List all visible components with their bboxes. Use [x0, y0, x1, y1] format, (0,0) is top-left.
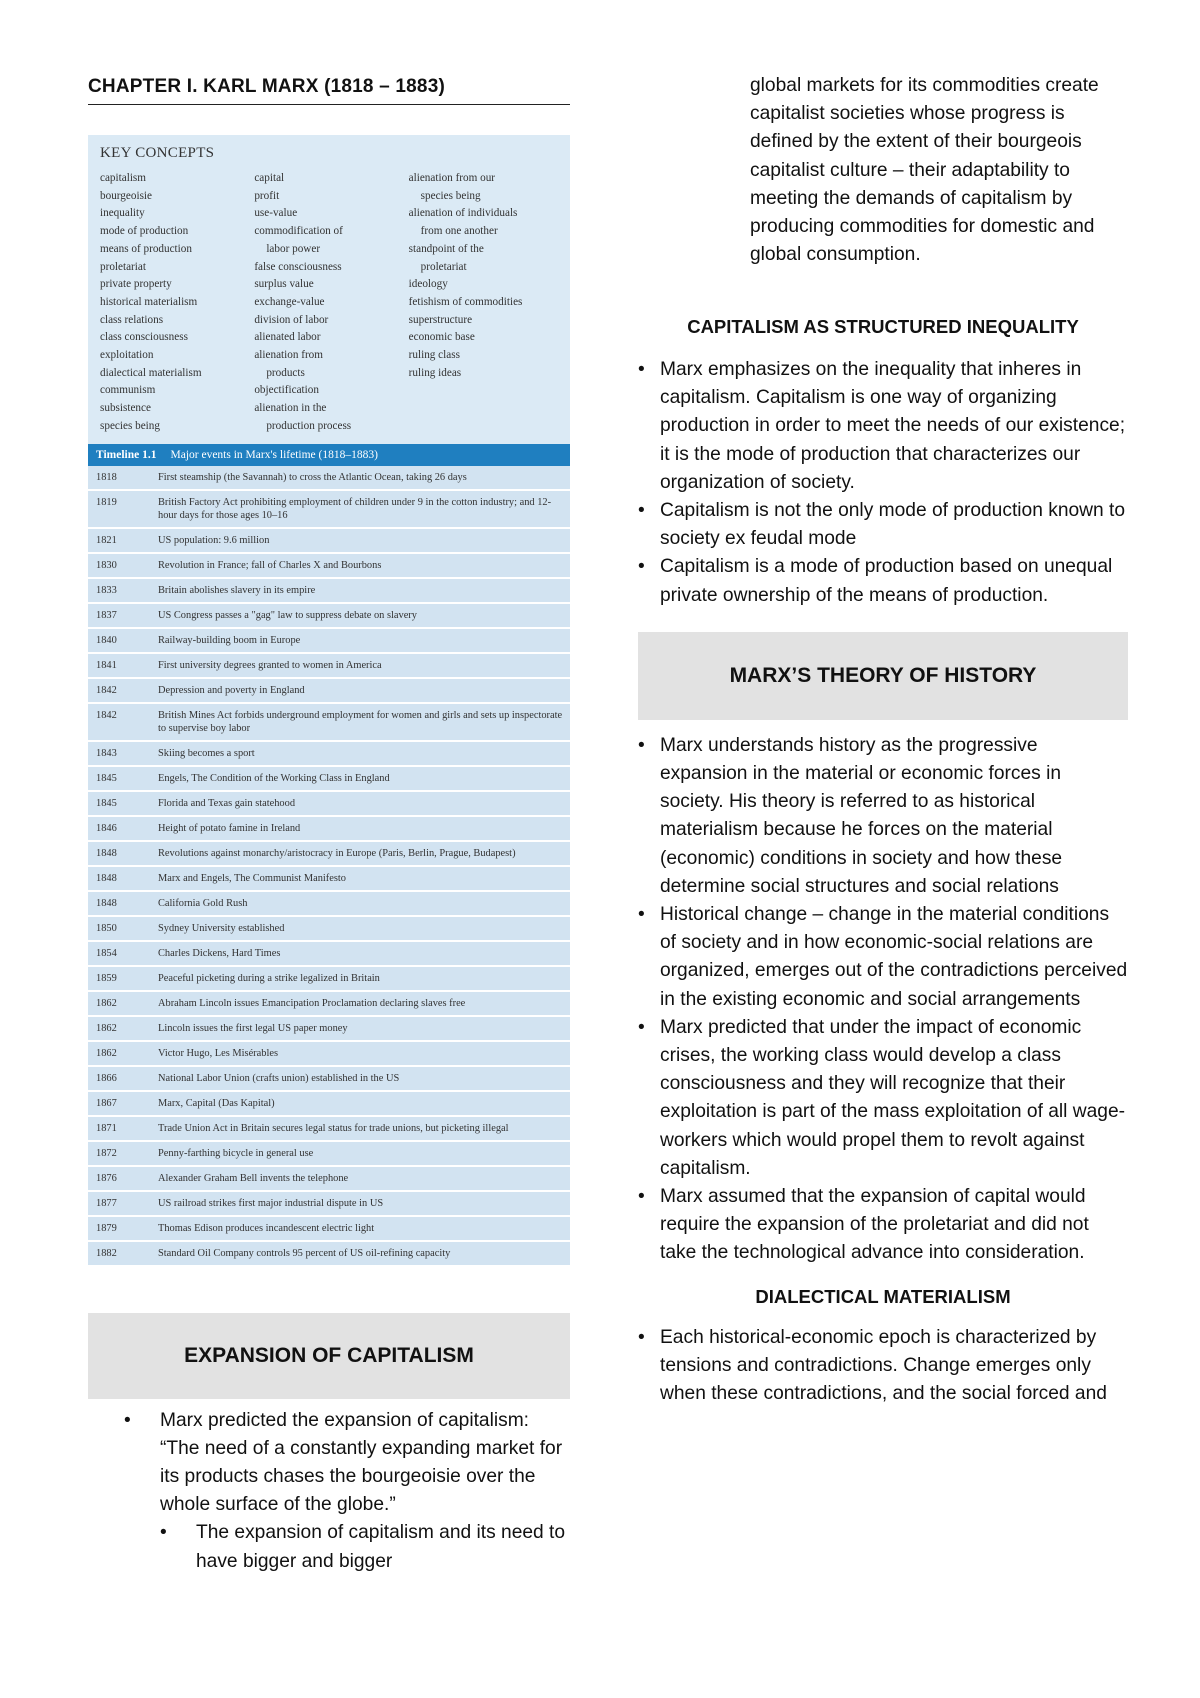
timeline-event: Marx and Engels, The Communist Manifesto — [158, 872, 346, 884]
timeline-event: US population: 9.6 million — [158, 534, 270, 546]
table-row — [88, 917, 570, 942]
timeline-event: Sydney University established — [158, 922, 285, 934]
key-concept-item: capitalism — [100, 172, 146, 184]
history-heading-box — [638, 632, 1128, 720]
key-concept-item: species being — [100, 419, 160, 432]
timeline-event: Abraham Lincoln issues Emancipation Proclamation declaring slaves free — [158, 997, 466, 1009]
inequality-heading: CAPITALISM AS STRUCTURED INEQUALITY — [687, 316, 1079, 337]
timeline-year: 1850 — [96, 922, 117, 934]
timeline-year: 1867 — [96, 1097, 117, 1109]
table-row — [88, 867, 570, 892]
dialectical-heading: DIALECTICAL MATERIALISM — [755, 1285, 1011, 1307]
key-concept-item: ruling ideas — [408, 366, 462, 379]
inequality-list — [638, 356, 1128, 610]
bullet-icon: • — [638, 1186, 645, 1208]
key-concept-item: communism — [100, 384, 156, 397]
timeline-event: Alexander Graham Bell invents the telephone — [158, 1172, 349, 1184]
key-concept-item: exchange-value — [254, 295, 325, 308]
key-concept-item: division of labor — [254, 313, 329, 326]
key-concept-item: inequality — [100, 207, 145, 220]
timeline-event: First steamship (the Savannah) to cross the Atlantic Ocean, taking 26 days — [158, 471, 467, 483]
bullet-icon: • — [124, 1409, 131, 1431]
timeline-title: Major events in Marx's lifetime (1818–1883) — [170, 448, 378, 461]
table-row — [88, 767, 570, 792]
table-row — [88, 817, 570, 842]
timeline-event: Penny-farthing bicycle in general use — [158, 1147, 314, 1159]
timeline-year: 1859 — [96, 972, 117, 984]
table-row — [88, 1192, 570, 1217]
table-row — [88, 1142, 570, 1167]
list-item — [638, 553, 1128, 609]
timeline-year: 1848 — [96, 897, 117, 909]
key-concept-item: alienation from — [254, 349, 323, 362]
key-concept-item: class consciousness — [100, 331, 188, 344]
key-concepts-column-2 — [254, 170, 408, 436]
timeline-year: 1833 — [96, 584, 117, 596]
key-concept-item: surplus value — [254, 278, 314, 291]
bullet-text: Each historical-economic epoch is characterized by tensions and contradictions. Change emerges only when these contradictions, and the social forced and — [660, 1326, 1107, 1405]
expansion-bullet-text: Marx predicted the expansion of capitalism: “The need of a constantly expanding market for its products chases the bourgeoisie over the whole surface of the globe.” — [160, 1409, 563, 1516]
key-concept-item: commodification of — [254, 225, 343, 238]
key-concepts-box — [88, 135, 570, 444]
timeline-year: 1830 — [96, 559, 117, 571]
timeline-table — [88, 444, 570, 1267]
table-row — [88, 992, 570, 1017]
list-item — [638, 1014, 1128, 1183]
bullet-text: Marx understands history as the progressive expansion in the material or economic forces in society. His theory is referred to as historical materialism because he forces on the material (economic) conditions in society and how these determine social structures and social relations — [660, 734, 1063, 897]
key-concept-item: means of production — [100, 242, 192, 255]
timeline-year: 1842 — [96, 709, 117, 721]
timeline-event: National Labor Union (crafts union) established in the US — [158, 1072, 400, 1084]
key-concept-item: production process — [266, 419, 352, 432]
list-item — [638, 497, 1128, 553]
timeline-year: 1854 — [96, 947, 117, 959]
list-item — [88, 1519, 570, 1575]
timeline-event: Railway-building boom in Europe — [158, 634, 301, 646]
table-row — [88, 529, 570, 554]
key-concept-item: labor power — [266, 242, 321, 255]
table-row — [88, 792, 570, 817]
timeline-event: First university degrees granted to women in America — [158, 659, 382, 671]
timeline-year: 1877 — [96, 1197, 117, 1209]
bullet-icon: • — [638, 500, 645, 522]
timeline-event: California Gold Rush — [158, 897, 248, 909]
bullet-icon: • — [638, 904, 645, 926]
list-item — [638, 901, 1128, 1014]
timeline-year: 1876 — [96, 1172, 117, 1184]
key-concept-item: products — [266, 366, 305, 379]
timeline-body — [88, 466, 570, 1267]
timeline-year: 1862 — [96, 1047, 117, 1059]
table-row — [88, 842, 570, 867]
key-concept-item: proletariat — [420, 260, 467, 273]
timeline-event: Peaceful picketing during a strike legalized in Britain — [158, 972, 380, 984]
timeline-event: Trade Union Act in Britain secures legal status for trade unions, but picketing illegal — [158, 1122, 509, 1134]
table-row — [88, 679, 570, 704]
table-row — [88, 604, 570, 629]
timeline-event: Standard Oil Company controls 95 percent of US oil-refining capacity — [158, 1247, 451, 1259]
timeline-event: Britain abolishes slavery in its empire — [158, 584, 316, 596]
key-concept-item: private property — [100, 278, 172, 291]
timeline-event: Engels, The Condition of the Working Class in England — [158, 772, 390, 784]
timeline-year: 1843 — [96, 747, 117, 759]
table-row — [88, 466, 570, 491]
key-concept-item: alienated labor — [254, 331, 321, 344]
key-concept-item: historical materialism — [100, 295, 198, 308]
key-concept-item: superstructure — [408, 313, 473, 326]
timeline-event: Revolutions against monarchy/aristocracy in Europe (Paris, Berlin, Prague, Budapest) — [158, 847, 516, 859]
timeline-year: 1845 — [96, 797, 117, 809]
timeline-year: 1837 — [96, 609, 117, 621]
key-concept-item: alienation of individuals — [408, 207, 518, 220]
key-concept-item: objectification — [254, 384, 319, 397]
table-row — [88, 491, 570, 529]
table-row — [88, 579, 570, 604]
key-concept-item: bourgeoisie — [100, 189, 152, 202]
timeline-year: 1846 — [96, 822, 117, 834]
timeline-event: Charles Dickens, Hard Times — [158, 947, 281, 959]
table-row — [88, 1167, 570, 1192]
bullet-text: Marx predicted that under the impact of economic crises, the working class would develop a class consciousness and they will recognize that their exploitation is part of the mass exploitation of all wage-workers which would propel them to revolt against capitalism. — [660, 1016, 1126, 1179]
table-row — [88, 629, 570, 654]
key-concepts-column-1 — [100, 170, 254, 436]
timeline-year: 1841 — [96, 659, 117, 671]
key-concept-item: false consciousness — [254, 260, 342, 273]
key-concept-item: use-value — [254, 207, 298, 220]
dialectical-list — [638, 1324, 1128, 1409]
table-row — [88, 892, 570, 917]
expansion-list — [88, 1407, 570, 1576]
bullet-icon: • — [160, 1522, 167, 1544]
key-concept-item: mode of production — [100, 225, 189, 238]
list-item — [638, 356, 1128, 497]
timeline-year: 1848 — [96, 872, 117, 884]
timeline-event: Lincoln issues the first legal US paper money — [158, 1022, 348, 1034]
bullet-icon: • — [638, 556, 645, 578]
key-concept-item: dialectical materialism — [100, 366, 202, 379]
table-row — [88, 967, 570, 992]
inequality-section — [638, 316, 1128, 1408]
table-row — [88, 1117, 570, 1142]
bullet-text: Capitalism is a mode of production based on unequal private ownership of the means of production. — [660, 556, 1113, 606]
timeline-event: Height of potato famine in Ireland — [158, 822, 301, 834]
bullet-icon: • — [638, 1326, 645, 1348]
list-item — [638, 732, 1128, 901]
expansion-sub-bullet-text: The expansion of capitalism and its need to have bigger and bigger — [196, 1522, 566, 1572]
timeline-year: 1845 — [96, 772, 117, 784]
key-concept-item: ruling class — [408, 349, 460, 362]
bullet-text: Marx emphasizes on the inequality that inheres in capitalism. Capitalism is one way of organizing production in order to meet the needs of our existence; it is the mode of production that characterizes our organization of society. — [660, 359, 1126, 493]
timeline-event: Depression and poverty in England — [158, 684, 305, 696]
table-row — [88, 654, 570, 679]
timeline-year: 1872 — [96, 1147, 117, 1159]
timeline-year: 1818 — [96, 471, 117, 483]
timeline-header — [88, 444, 570, 466]
timeline-year: 1871 — [96, 1122, 117, 1134]
table-row — [88, 942, 570, 967]
timeline-event: Marx, Capital (Das Kapital) — [158, 1097, 275, 1109]
key-concepts-grid — [100, 170, 558, 436]
key-concept-item: fetishism of commodities — [408, 295, 523, 308]
history-list — [638, 732, 1128, 1268]
timeline-year: 1821 — [96, 534, 117, 546]
timeline-event: Revolution in France; fall of Charles X and Bourbons — [158, 559, 382, 571]
timeline-year: 1840 — [96, 634, 117, 646]
bullet-icon: • — [638, 1016, 645, 1038]
bullet-text: Capitalism is not the only mode of production known to society ex feudal mode — [660, 500, 1126, 550]
timeline-year: 1879 — [96, 1222, 117, 1234]
left-column — [88, 68, 570, 1576]
key-concept-item: class relations — [100, 313, 164, 326]
key-concept-item: alienation in the — [254, 402, 327, 415]
key-concept-item: proletariat — [100, 260, 146, 273]
key-concepts-title: KEY CONCEPTS — [100, 145, 215, 161]
timeline-year: 1882 — [96, 1247, 117, 1259]
timeline-event: Skiing becomes a sport — [158, 747, 255, 759]
key-concept-item: capital — [254, 172, 285, 184]
timeline-label: Timeline 1.1 — [96, 448, 157, 461]
table-row — [88, 742, 570, 767]
bullet-icon: • — [638, 359, 645, 380]
expansion-heading: EXPANSION OF CAPITALISM — [184, 1343, 474, 1367]
bullet-text: Marx assumed that the expansion of capital would require the expansion of the proletariat and did not take the technological advance into consideration. — [660, 1186, 1089, 1264]
bullet-text: Historical change – change in the material conditions of society and in how economic-social relations are organized, emerges out of the contradictions perceived in the existing economic and social arrangements — [660, 904, 1128, 1010]
key-concept-item: profit — [254, 189, 280, 202]
key-concept-item: exploitation — [100, 349, 154, 362]
timeline-event: Florida and Texas gain statehood — [158, 797, 296, 809]
table-row — [88, 1017, 570, 1042]
timeline-year: 1866 — [96, 1072, 117, 1084]
table-row — [88, 1092, 570, 1117]
key-concept-item: subsistence — [100, 402, 151, 415]
expansion-continuation-text: global markets for its commodities create capitalist societies whose progress is defined by the extent of their bourgeois capitalist culture – their adaptability to meeting the demands of capitalism by producing commodities for domestic and global consumption. — [750, 75, 1099, 266]
key-concept-item: economic base — [408, 331, 475, 344]
key-concept-item: species being — [420, 189, 481, 202]
timeline-event: US railroad strikes first major industrial dispute in US — [158, 1197, 384, 1209]
table-row — [88, 704, 570, 742]
timeline-year: 1848 — [96, 847, 117, 859]
history-heading: MARX’S THEORY OF HISTORY — [729, 663, 1037, 687]
table-row — [88, 1067, 570, 1092]
timeline-event: British Mines Act forbids underground employment for women and girls and sets up inspectorate to supervise boy labor — [158, 709, 563, 734]
key-concepts-column-3 — [409, 170, 558, 436]
timeline-event: Thomas Edison produces incandescent electric light — [158, 1222, 375, 1234]
chapter-title: CHAPTER I. KARL MARX (1818 – 1883) — [88, 76, 570, 105]
timeline-event: US Congress passes a "gag" law to suppress debate on slavery — [158, 609, 417, 621]
timeline-year: 1842 — [96, 684, 117, 696]
list-item — [88, 1407, 570, 1520]
key-concept-item: ideology — [408, 278, 448, 291]
list-item — [638, 1183, 1128, 1268]
table-row — [88, 1042, 570, 1067]
list-item — [638, 1324, 1128, 1409]
table-row — [88, 1217, 570, 1242]
timeline-event: British Factory Act prohibiting employment of children under 9 in the cotton industry; and 12-hour days for those ages 10–16 — [158, 496, 552, 521]
timeline-year: 1862 — [96, 1022, 117, 1034]
timeline-year: 1862 — [96, 997, 117, 1009]
key-concept-item: alienation from our — [408, 172, 496, 184]
expansion-heading-box — [88, 1313, 570, 1399]
bullet-icon: • — [638, 734, 645, 756]
table-row — [88, 1242, 570, 1267]
key-concept-item: from one another — [420, 225, 498, 238]
table-row — [88, 554, 570, 579]
timeline-event: Victor Hugo, Les Misérables — [158, 1047, 278, 1059]
key-concept-item: standpoint of the — [408, 242, 484, 255]
timeline-year: 1819 — [96, 496, 117, 508]
